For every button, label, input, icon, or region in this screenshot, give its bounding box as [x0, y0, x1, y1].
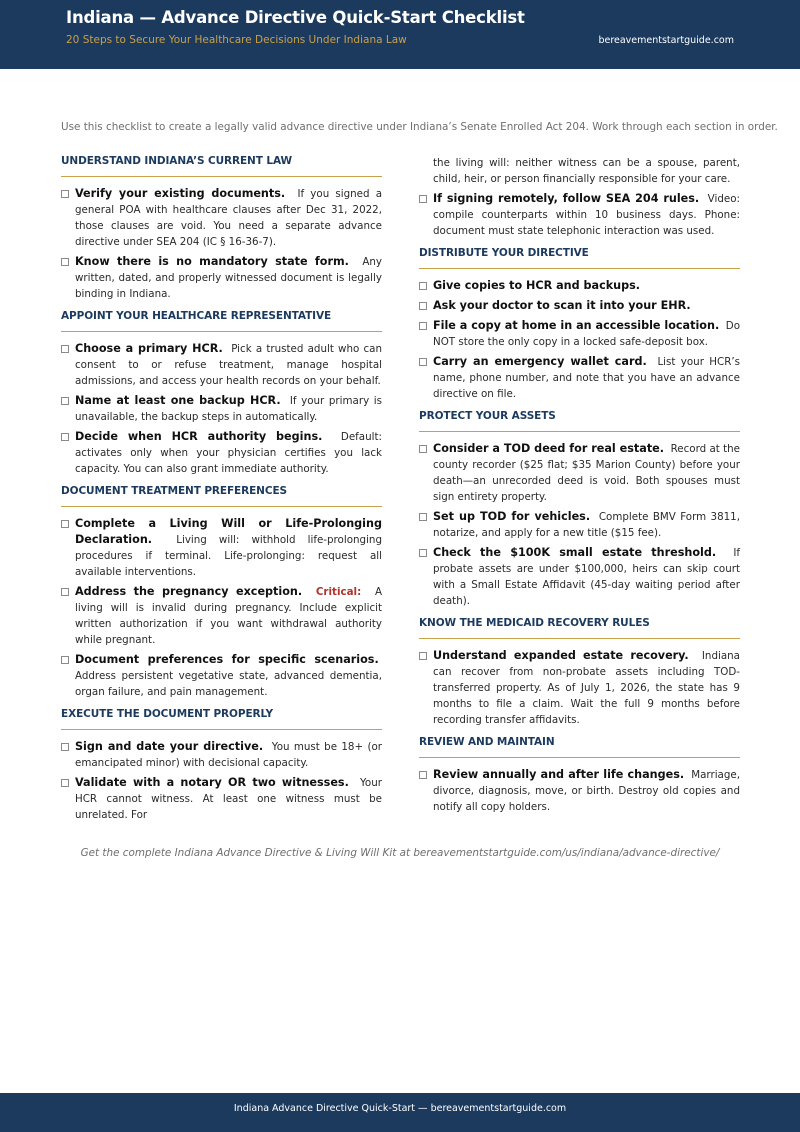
page-footer [0, 1093, 800, 1132]
section-title: DISTRIBUTE YOUR DIRECTIVE [419, 247, 740, 269]
item-lead: Give copies to HCR and backups. [433, 279, 641, 292]
section-title: KNOW THE MEDICAID RECOVERY RULES [419, 617, 740, 639]
section-medicaid-recovery [419, 617, 740, 728]
checklist-item [419, 298, 740, 314]
checklist-item [61, 429, 382, 477]
item-body: Any written, dated, and properly witnessed document is legally binding in Indiana. [75, 256, 382, 300]
section-distribute [419, 247, 740, 402]
section-treatment-preferences [61, 485, 382, 700]
checklist-item [61, 775, 382, 823]
checkbox[interactable] [61, 433, 69, 441]
checklist-item [61, 652, 382, 700]
checkbox[interactable] [419, 302, 427, 310]
item-lead: Address the pregnancy exception. [75, 585, 303, 598]
item-lead: File a copy at home in an accessible location. [433, 319, 720, 332]
checkbox[interactable] [61, 656, 69, 664]
item-lead: Know there is no mandatory state form. [75, 255, 349, 268]
item-body: Record at the county recorder ($25 flat; $35 Marion County) before your death—an unrecorded deed is void. Both spouses must sign entirety property. [433, 443, 740, 503]
checklist-item [61, 739, 382, 771]
checkbox[interactable] [419, 358, 427, 366]
checkbox[interactable] [61, 397, 69, 405]
item-body: A living will is invalid during pregnancy. Include explicit written authorization if you want withdrawal authority while pregnant. [75, 586, 382, 646]
item-lead: Decide when HCR authority begins. [75, 430, 323, 443]
item-body: If you signed a general POA with healthcare clauses after Dec 31, 2022, those clauses are void. You need a separate advance directive under SEA 204 (IC § 16-36-7). [75, 188, 383, 248]
intro-text: Use this checklist to create a legally valid advance directive under Indiana’s Senate Enrolled Act 204. Work through each section in order. [61, 121, 778, 133]
checkbox[interactable] [61, 743, 69, 751]
left-column [61, 155, 382, 827]
checkbox[interactable] [419, 195, 427, 203]
item-body: You must be 18+ (or emancipated minor) with decisional capacity. [75, 741, 382, 769]
item-lead: Name at least one backup HCR. [75, 394, 281, 407]
section-title: DOCUMENT TREATMENT PREFERENCES [61, 485, 382, 507]
checklist-item [419, 509, 740, 541]
section-protect-assets [419, 410, 740, 609]
footer-text: Indiana Advance Directive Quick-Start — bereavementstartguide.com [233, 1103, 567, 1114]
item-body: Marriage, divorce, diagnosis, move, or birth. Destroy old copies and notify all copy holders. [433, 769, 741, 813]
item-lead: If signing remotely, follow SEA 204 rules. [433, 192, 700, 205]
checkbox[interactable] [61, 588, 69, 596]
checkbox[interactable] [61, 779, 69, 787]
item-lead: Set up TOD for vehicles. [433, 510, 591, 523]
section-title: REVIEW AND MAINTAIN [419, 736, 740, 758]
item-lead: Complete a Living Will or Life-Prolonging Declaration. [75, 517, 382, 546]
item-lead: Document preferences for specific scenarios. [75, 653, 379, 666]
item-body: Living will: withhold life-prolonging procedures if terminal. Life-prolonging: request all available interventions. [75, 534, 382, 578]
section-appoint-hcr [61, 310, 382, 477]
checklist-item [61, 254, 382, 302]
item-body: If your primary is unavailable, the backup steps in automatically. [75, 395, 382, 423]
checklist-item [61, 516, 382, 580]
checkbox[interactable] [61, 258, 69, 266]
checkbox[interactable] [419, 549, 427, 557]
checklist-item [61, 584, 382, 648]
checklist-item [419, 648, 740, 728]
checkbox[interactable] [419, 652, 427, 660]
checklist-item [419, 441, 740, 505]
page-subtitle: 20 Steps to Secure Your Healthcare Decisions Under Indiana Law [66, 34, 407, 46]
section-title: PROTECT YOUR ASSETS [419, 410, 740, 432]
checklist-item [419, 278, 740, 294]
section-review-maintain [419, 736, 740, 815]
item-body: Indiana can recover from non-probate assets including TOD-transferred property. As of July 1, 2026, the state has 9 months to file a claim. Wait the full 9 months before recording transfer affidavits. [433, 650, 740, 726]
checkbox[interactable] [419, 445, 427, 453]
item-body: List your HCR’s name, phone number, and note that you have an advance directive on file. [433, 356, 740, 400]
item-lead: Check the $100K small estate threshold. [433, 546, 717, 559]
item-body: If probate assets are under $100,000, heirs can skip court with a Small Estate Affidavit (45-day waiting period after death). [433, 547, 741, 607]
right-column [419, 155, 740, 819]
checkbox[interactable] [61, 190, 69, 198]
call-to-action-link[interactable]: Get the complete Indiana Advance Directive & Living Will Kit at bereavementstartguide.com/us/indiana/advance-directive/ [80, 847, 720, 859]
page-header [0, 0, 800, 69]
checkbox[interactable] [419, 513, 427, 521]
checklist-item [419, 545, 740, 609]
checkbox[interactable] [61, 345, 69, 353]
checkbox[interactable] [419, 282, 427, 290]
item-body: Your HCR cannot witness. At least one witness must be unrelated. For [75, 777, 382, 821]
item-lead: Understand expanded estate recovery. [433, 649, 689, 662]
checkbox[interactable] [61, 520, 69, 528]
item-body: Do NOT store the only copy in a locked safe-deposit box. [433, 320, 741, 348]
item-lead: Carry an emergency wallet card. [433, 355, 647, 368]
item-body: Default: activates only when your physician certifies you lack capacity. You can also grant immediate authority. [75, 431, 383, 475]
item-body: Video: compile counterparts within 10 business days. Phone: document must state telephonic interaction was used. [433, 193, 740, 237]
section-title: UNDERSTAND INDIANA’S CURRENT LAW [61, 155, 382, 177]
item-lead: Review annually and after life changes. [433, 768, 685, 781]
item-continuation: the living will: neither witness can be a spouse, parent, child, heir, or person financially responsible for your care. [433, 157, 740, 185]
checklist-item [61, 186, 382, 250]
item-body: Address persistent vegetative state, advanced dementia, organ failure, and pain management. [75, 670, 382, 698]
checklist-item [61, 341, 382, 389]
section-title: EXECUTE THE DOCUMENT PROPERLY [61, 708, 382, 730]
critical-label: Critical: [315, 586, 362, 598]
page-title: Indiana — Advance Directive Quick-Start Checklist [66, 8, 525, 27]
checkbox[interactable] [419, 322, 427, 330]
header-site: bereavementstartguide.com [598, 35, 734, 46]
section-current-law [61, 155, 382, 302]
checklist-item [419, 318, 740, 350]
section-execute-continued [419, 155, 740, 239]
item-lead: Sign and date your directive. [75, 740, 264, 753]
item-body: Complete BMV Form 3811, notarize, and apply for a new title ($15 fee). [433, 511, 740, 539]
item-lead: Verify your existing documents. [75, 187, 286, 200]
checklist-item [61, 393, 382, 425]
checklist-item [419, 191, 740, 239]
item-body: Pick a trusted adult who can consent to or refuse treatment, manage hospital admissions, and access your health records on your behalf. [75, 343, 382, 387]
item-lead: Consider a TOD deed for real estate. [433, 442, 664, 455]
checkbox[interactable] [419, 771, 427, 779]
section-title: APPOINT YOUR HEALTHCARE REPRESENTATIVE [61, 310, 382, 332]
item-lead: Choose a primary HCR. [75, 342, 223, 355]
section-execute-document [61, 708, 382, 823]
checklist-item [419, 354, 740, 402]
item-lead: Validate with a notary OR two witnesses. [75, 776, 349, 789]
checklist-item [419, 767, 740, 815]
item-lead: Ask your doctor to scan it into your EHR. [433, 299, 691, 312]
